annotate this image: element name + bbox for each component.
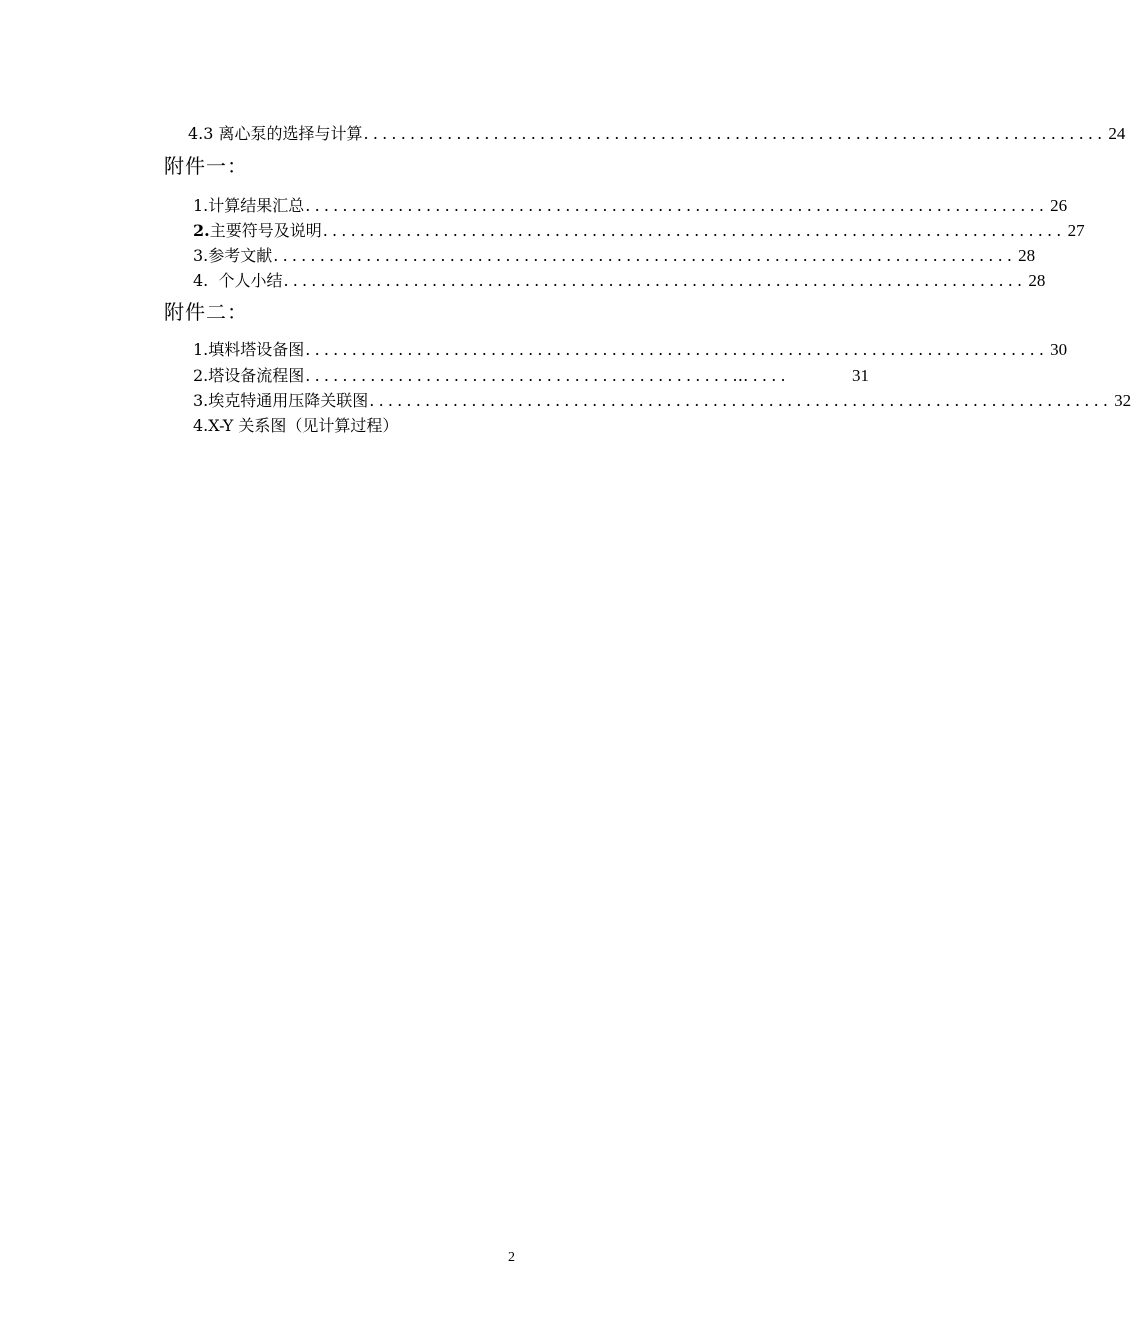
toc-entry-label: 个人小结 <box>213 271 283 290</box>
toc-entry-title: 4.3 离心泵的选择与计算 <box>188 124 363 143</box>
appendix-2-heading: 附件二： <box>164 300 248 324</box>
toc-entry-appendix1-3[interactable] <box>193 246 1036 266</box>
toc-entry-appendix1-1[interactable] <box>193 196 1068 216</box>
toc-page-number: 28 <box>1018 246 1036 265</box>
toc-entry-label: 主要符号及说明 <box>209 221 322 240</box>
toc-entry-title <box>193 366 304 386</box>
toc-entry-title <box>193 221 322 241</box>
toc-entry-appendix2-3[interactable] <box>193 391 1131 411</box>
toc-entry-number: 3. <box>193 246 209 265</box>
toc-page-number: 31 <box>852 366 869 385</box>
toc-entry-title <box>193 391 368 411</box>
toc-entry-label: 埃克特通用压降关联图 <box>208 391 369 410</box>
toc-dot-leader: ................................................................................ <box>305 196 1049 215</box>
toc-entry-label: 参考文献 <box>208 246 273 265</box>
toc-entry-number: 1. <box>193 340 209 359</box>
toc-entry-number: 4. <box>193 271 209 290</box>
toc-entry-number: 1. <box>193 196 209 215</box>
toc-page-number: 26 <box>1050 196 1068 215</box>
page-number: 2 <box>508 1250 515 1265</box>
toc-entry-appendix2-4[interactable] <box>193 416 398 436</box>
toc-entry-number: 3. <box>193 391 209 410</box>
toc-entry-number: 2. <box>193 221 210 240</box>
toc-dot-leader: ................................................................................ <box>322 221 1066 240</box>
toc-entry-number: 2. <box>193 366 209 385</box>
toc-entry-label: 填料塔设备图 <box>208 340 305 359</box>
toc-entry-title <box>193 196 304 216</box>
toc-dot-leader: ................................................................................ <box>283 271 1027 290</box>
toc-dot-leader: ................................................................................ <box>369 391 1113 410</box>
toc-entry-title <box>193 271 282 291</box>
toc-page-number: 28 <box>1028 271 1046 290</box>
toc-entry-appendix1-2[interactable] <box>193 221 1085 241</box>
toc-entry-label: 计算结果汇总 <box>208 196 305 215</box>
toc-entry-label: 塔设备流程图 <box>208 366 305 385</box>
toc-dot-leader: ..............................................….... <box>305 366 790 385</box>
toc-entry-title <box>193 340 304 360</box>
toc-entry-label: X-Y 关系图（见计算过程） <box>208 416 399 435</box>
toc-page-number: 32 <box>1114 391 1131 410</box>
toc-page-number: 30 <box>1050 340 1068 359</box>
toc-entry-appendix1-4[interactable] <box>193 271 1046 291</box>
toc-dot-leader: ................................................................................ <box>363 124 1107 143</box>
toc-entry-appendix2-2[interactable] <box>193 366 869 386</box>
toc-entry-title <box>193 246 272 266</box>
toc-entry-4-3[interactable] <box>188 124 1126 144</box>
toc-entry-appendix2-1[interactable] <box>193 340 1068 360</box>
toc-dot-leader: ................................................................................ <box>305 340 1049 359</box>
toc-entry-number: 4. <box>193 416 209 435</box>
toc-page-number: 24 <box>1108 124 1126 143</box>
toc-page-number: 27 <box>1067 221 1085 240</box>
toc-dot-leader: ................................................................................ <box>273 246 1017 265</box>
appendix-1-heading: 附件一： <box>164 154 248 178</box>
